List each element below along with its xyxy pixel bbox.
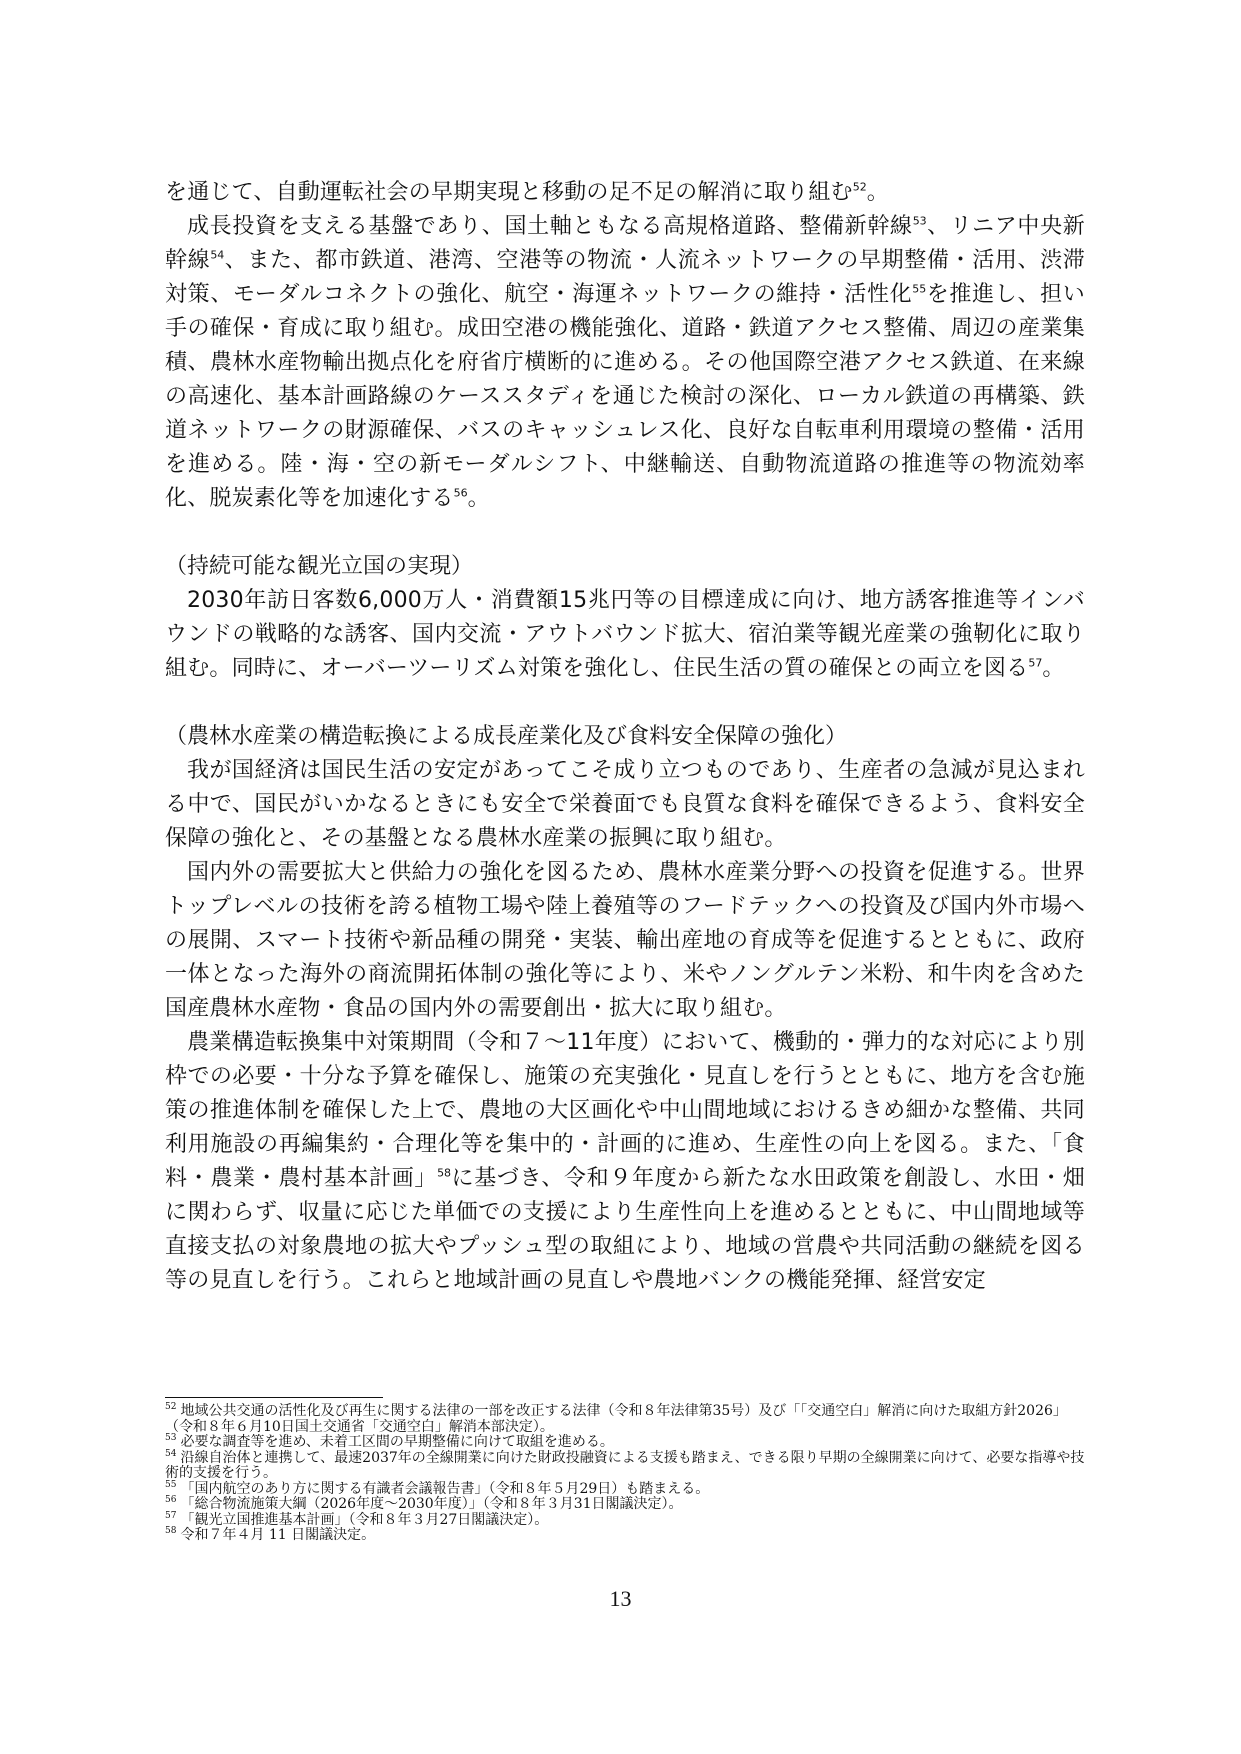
paragraph-3 — [165, 584, 1085, 686]
paragraph-text: を通じて、自動運転社会の早期実現と移動の足不足の解消に取り組む — [165, 180, 853, 205]
footnote-divider — [165, 1397, 383, 1398]
footnote-text: 「総合物流施策大綱（2026年度～2030年度）」（令和８年３月31日閣議決定）。 — [180, 1496, 683, 1512]
footnote-54 — [165, 1448, 1085, 1482]
footnote-text: 令和７年４月 11 日閣議決定。 — [180, 1527, 376, 1543]
spacer — [165, 686, 1085, 720]
paragraph-text: 、リニア中央新幹線 — [165, 214, 1085, 273]
footnote-number: 52 — [165, 1402, 177, 1413]
paragraph-tail: 。 — [866, 180, 889, 205]
footnote-number: 53 — [165, 1433, 177, 1444]
paragraph-text: 成長投資を支える基盤であり、国土軸ともなる高規格道路、整備新幹線 — [187, 214, 913, 239]
paragraph-text: 、また、都市鉄道、港湾、空港等の物流・人流ネットワークの早期整備・活用、渋滞対策、モーダルコネクトの強化、航空・海運ネットワークの維持・活性化 — [165, 248, 1086, 307]
footnote-number: 57 — [165, 1510, 177, 1521]
section-heading-agriculture: （農林水産業の構造転換による成長産業化及び食料安全保障の強化） — [165, 724, 848, 749]
main-text — [165, 176, 1085, 1298]
footnote-ref-54[interactable]: 54 — [210, 248, 225, 262]
footnote-52 — [165, 1404, 1085, 1435]
footnote-number: 56 — [165, 1495, 177, 1506]
footnote-text: 沿線自治体と連携して、最速2037年の全線開業に向けた財政投融資による支援も踏まえ、できる限り早期の全線開業に向けて、必要な指導や技術的支援を行う。 — [165, 1449, 1085, 1481]
paragraph-5: 国内外の需要拡大と供給力の強化を図るため、農林水産業分野への投資を促進する。世界トップレベルの技術を誇る植物工場や陸上養殖等のフードテックへの投資及び国内外市場への展開、スマート技術や新品種の開発・実装、輸出産地の育成等を促進するとともに、政府一体となった海外の商流開拓体制の強化等により、米やノングルテン米粉、和牛肉を含めた国産農林水産物・食品の国内外の需要創出・拡大に取り組む。 — [165, 860, 1085, 1021]
paragraph-4: 我が国経済は国民生活の安定があってこそ成り立つものであり、生産者の急減が見込まれる中で、国民がいかなるときにも安全で栄養面でも良質な食料を確保できるよう、食料安全保障の強化と、その基盤となる農林水産業の振興に取り組む。 — [165, 758, 1085, 851]
footnote-53 — [165, 1435, 1085, 1451]
paragraph-text: 農業構造転換集中対策期間（令和７～11年度）において、機動的・弾力的な対応により別枠での必要・十分な予算を確保し、施策の充実強化・見直しを行うとともに、地方を含む施策の推進体制を確保した上で、農地の大区画化や中山間地域におけるきめ細かな整備、共同利用施設の再編集約・合理化等を集中的・計画的に進め、生産性の向上を図る。また、「食料・農業・農村基本計画」 — [165, 1030, 1085, 1191]
section-heading-tourism: （持続可能な観光立国の実現） — [165, 554, 474, 579]
footnote-55 — [165, 1479, 1085, 1498]
paragraph-tail: 。 — [467, 486, 490, 511]
footnote-number: 55 — [165, 1479, 177, 1490]
paragraph-text: を推進し、担い手の確保・育成に取り組む。成田空港の機能強化、道路・鉄道アクセス整備、周辺の産業集積、農林水産物輸出拠点化を府省庁横断的に進める。その他国際空港アクセス鉄道、在来線の高速化、基本計画路線のケーススタディを通じた検討の深化、ローカル鉄道の再構築、鉄道ネットワークの財源確保、バスのキャッシュレス化、良好な自転車利用環境の整備・活用を進める。陸・海・空の新モーダルシフト、中継輸送、自動物流道路の推進等の物流効率化、脱炭素化等を加速化する — [165, 282, 1085, 511]
paragraph-text: 2030年訪日客数6,000万人・消費額15兆円等の目標達成に向け、地方誘客推進等インバウンドの戦略的な誘客、国内交流・アウトバウンド拡大、宿泊業等観光産業の強靭化に取り組む。同時に、オーバーツーリズム対策を強化し、住民生活の質の確保との両立を図る — [165, 588, 1085, 681]
footnote-number: 54 — [165, 1448, 177, 1459]
footnote-number: 58 — [165, 1526, 177, 1537]
footnote-57 — [165, 1510, 1085, 1529]
paragraph-text: に基づき、令和９年度から新たな水田政策を創設し、水田・畑に関わらず、収量に応じた単価での支援により生産性向上を進めるとともに、中山間地域等直接支払の対象農地の拡大やプッシュ型の取組により、地域の営農や共同活動の継続を図る等の見直しを行う。これらと地域計画の見直しや農地バンクの機能発揮、経営安定 — [165, 1166, 1085, 1293]
footnote-ref-57[interactable]: 57 — [1028, 656, 1043, 670]
paragraph-1 — [165, 176, 1085, 210]
footnote-56 — [165, 1497, 1085, 1513]
footnote-text: 「観光立国推進基本計画」（令和８年３月27日閣議決定）。 — [180, 1511, 549, 1528]
footnote-ref-55[interactable]: 55 — [912, 282, 927, 296]
footnote-text: 必要な調査等を進め、未着工区間の早期整備に向けて取組を進める。 — [180, 1434, 614, 1450]
paragraph-2 — [165, 210, 1085, 516]
page-number: 13 — [609, 1586, 632, 1611]
footnote-text: 「国内航空のあり方に関する有識者会議報告書」（令和８年５月29日）も踏まえる。 — [180, 1480, 710, 1497]
footnote-58 — [165, 1528, 1085, 1544]
footnote-ref-58[interactable]: 58 — [437, 1166, 452, 1180]
footnote-ref-56[interactable]: 56 — [453, 486, 468, 500]
footnotes — [165, 1397, 1085, 1544]
spacer — [165, 516, 1085, 550]
footnote-text: 地域公共交通の活性化及び再生に関する法律の一部を改正する法律（令和８年法律第35号）及び「「交通空白」解消に向けた取組方針2026」（令和８年６月10日国土交通省「交通空白」解消本部決定）。 — [165, 1403, 1067, 1435]
paragraph-tail: 。 — [1042, 656, 1065, 681]
footnote-ref-52[interactable]: 52 — [852, 180, 867, 194]
paragraph-6 — [165, 1026, 1085, 1298]
footnote-ref-53[interactable]: 53 — [912, 214, 927, 228]
